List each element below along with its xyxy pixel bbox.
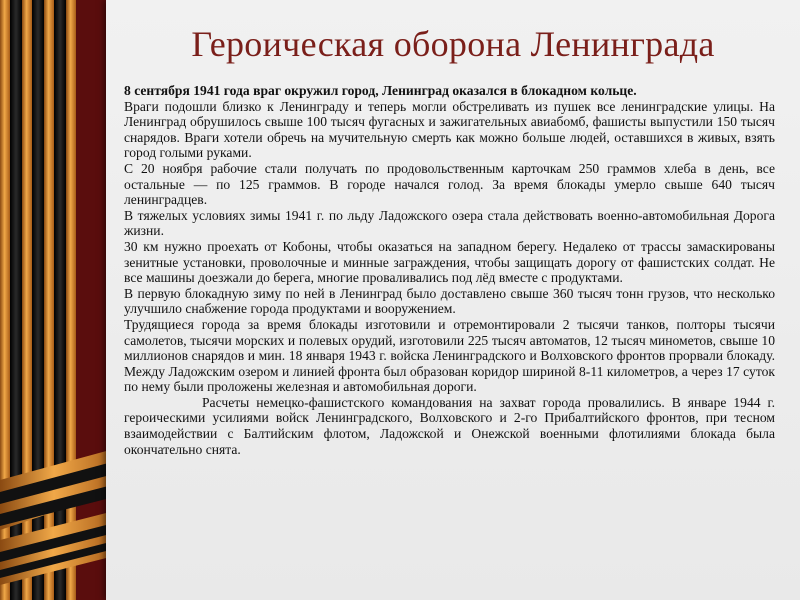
st-george-ribbon-icon <box>0 0 120 600</box>
lead-paragraph: 8 сентября 1941 года враг окружил город, Ленинград оказался в блокадном кольце. <box>124 83 637 98</box>
paragraph: С 20 ноября рабочие стали получать по продовольственным карточкам 250 граммов хлеба в день, все остальные — по 125 граммов. В городе начался голод. За время блокады умерло свыше 640 тысяч ленинградцев. <box>124 160 775 208</box>
paragraph: Враги подошли близко к Ленинграду и теперь могли обстреливать из пушек все ленинградские улицы. На Ленинград обрушилось свыше 100 тысяч фугасных и зажигательных авиабомб, фашисты выпустили 150 тысяч снарядов. Враги хотели обречь на мучительную смерть как можно больше людей, оставшихся в живых, взять город голыми руками. <box>124 98 775 161</box>
slide-body <box>124 83 775 457</box>
slide-title: Героическая оборона Ленинграда <box>191 24 715 64</box>
paragraph: В первую блокадную зиму по ней в Ленинград было доставлено свыше 360 тысяч тонн грузов, что несколько улучшило снабжение города продуктами и вооружением. <box>124 285 775 317</box>
paragraph: В тяжелых условиях зимы 1941 г. по льду Ладожского озера стала действовать военно-автомобильная Дорога жизни. <box>124 207 775 239</box>
paragraph: Расчеты немецко-фашистского командования на захват города провалились. В январе 1944 г. героическими усилиями войск Ленинградского, Волховского и 2-го Прибалтийского фронтов, при тесном взаимодействии с Балтийским флотом, Ладожской и Онежской военными флотилиями блокада была окончательно снята. <box>124 394 775 457</box>
paragraph: Трудящиеся города за время блокады изготовили и отремонтировали 2 тысячи танков, полторы тысячи самолетов, тысячи морских и полевых орудий, изготовили 225 тысяч автоматов, 12 тысяч минометов, свыше 10 миллионов снарядов и мин. 18 января 1943 г. войска Ленинградского и Волховского фронтов прорвали блокаду. Между Ладожским озером и линией фронта был образован коридор шириной 8-11 километров, а через 17 суток по нему были проложены железная и автомобильная дороги. <box>124 316 775 395</box>
paragraph: 30 км нужно проехать от Кобоны, чтобы оказаться на западном берегу. Недалеко от трассы замаскированы зенитные установки, проволочные и минные заграждения, чтобы защищать дорогу от фашистских солдат. Не все машины доезжали до берега, многие проваливались под лёд вместе с продуктами. <box>124 238 775 286</box>
